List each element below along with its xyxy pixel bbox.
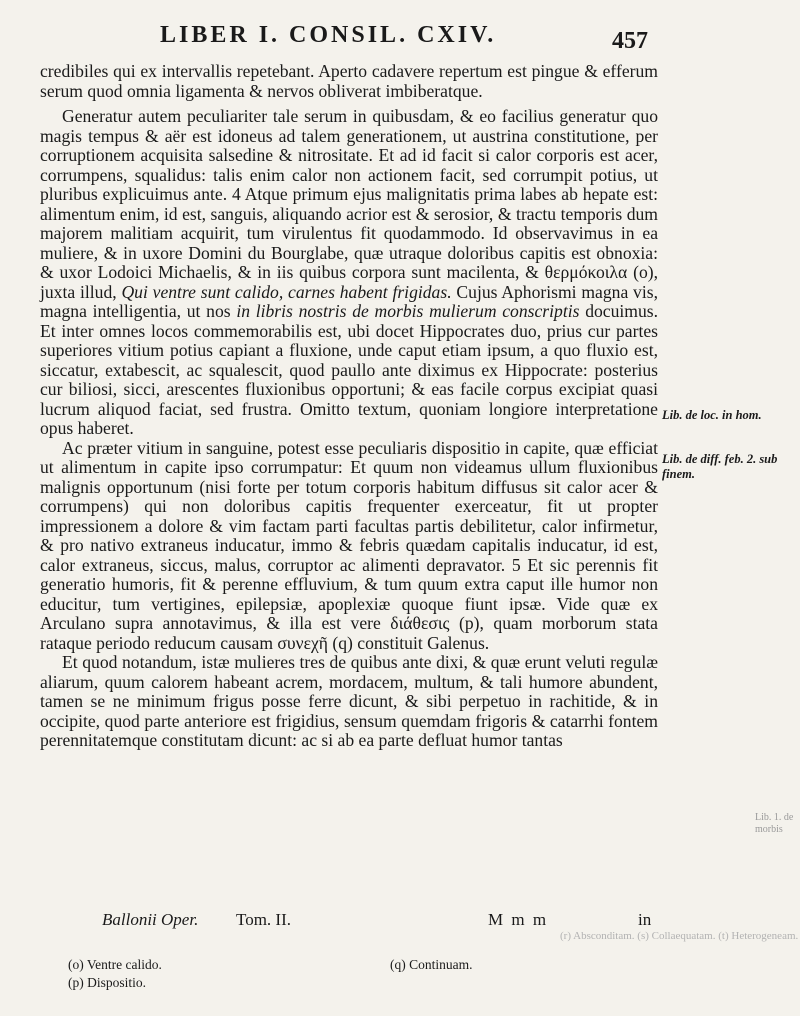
bleed-through-text: Lib. 1. de morbis [755,812,794,835]
tome-label: Tom. II. [236,910,291,929]
text-run: docuimus. Et inter omnes locos commemorabilis est, ubi docet Hippocrates duo, prius cur partes superiores vitium potius capiant a fluxione, unde caput etiam ipsum, a quo fluxio est, siccatur, extabescit, ac squalescit, quod paullo ante diximus ex Hippocrate: posterius cur biliosi, sicci, arescentes fluxionibus opportuni; & eas facile corpus excipiat quasi lucrum aliquod faciat, sed frustra. Omitto textum, quoniam longiore interpretatione opus haberet. [40,301,659,438]
margin-note: Lib. de diff. feb. 2. sub finem. [662,452,778,481]
main-text [40,62,658,751]
page-number: 457 [612,28,648,54]
bleed-through-text: (r) Absconditam. (s) Collaequatam. (t) Heterogeneam. [560,930,799,942]
margin-note: Lib. de loc. in hom. [662,408,762,422]
paragraph-continuation: credibiles qui ex intervallis repetebant. Aperto cadavere repertum est pingue & efferum serum quod omnia ligamenta & nervos obliverat imbiberatque. [40,61,658,101]
running-head: LIBER I. CONSIL. CXIV. [160,22,497,48]
aphorism-quote: Qui ventre sunt calido, carnes habent frigidas. [121,281,452,302]
paragraph: Ac præter vitium in sanguine, potest esse peculiaris dispositio in capite, quæ efficiat ut alimentum in capite ipso corrumpatur: Et quum non videamus ullum fluxionibus malignis opportunum (nisi forte per totum corporis habitum diffusus sit calor acer & corrumpens) qui non doloribus capitis frequenter exerceatur, fit ut propter impressionem a dolore & vim factam parti facultas partis debilitetur, calor infirmetur, & pro nativo extraneus inducatur, immo & febris quædam capitalis inducatur, id est, calor extraneus, siccus, malus, corruptor ac alimenti depravator. 5 Et sic perennis fit generatio humoris, fit & perenne effluvium, & tum quum extra caput ille humor non educitur, tum vertigines, epilepsiæ, apoplexiæ quoque fiunt ipsæ. Vide quæ ex Arculano supra annotavimus, & illa est vere διάθεσις (p), quam morborum stata rataque periodo reducum causam συνεχῆ (q) constituit Galenus. [40,437,658,653]
footnote: (o) Ventre calido. [68,957,162,972]
book-title: Ballonii Oper. [102,910,199,929]
text-run: Generatur autem peculiariter tale serum in quibusdam, & eo facilius generatur quo magis tempus & aër est idoneus ad talem generationem, ut austrina constitutione, per corruptionem acquisita salsedine & nitrositate. Et ad id facit si calor corporis est acer, corrumpens, squalidus: talis enim calor non actionem facit, sed corrumpit potius, ut pluribus explicuimus ante. 4 Atque primum ejus malignitatis prima labes ab hepate est: alimentum enim, id est, sanguis, aliquando acrior est & serosior, & tractu temporis dum majorem malitiam acquirit, tum virulentus fit quodammodo. Id observavimus in ea muliere, & in uxore Domini du Bourglabe, quæ utraque doloribus capitis est obnoxia: & uxor Lodoici Michaelis, & in iis quibus corpora sunt macilenta, & θερμόκοιλα (o), juxta illud, [40,106,658,302]
text-run: Cujus Aphorismi magna vis, magna intelligentia, ut nos [40,281,658,321]
paragraph [40,107,658,439]
catchline [40,910,662,930]
signature-mark: M m m [488,910,549,929]
catchword: in [638,910,652,929]
paragraph: Et quod notandum, istæ mulieres tres de quibus ante dixi, & quæ erunt veluti regulæ aliarum, quum calorem habeant acrem, mordacem, multum, & tali humore abundent, tamen se ne minimum frigus posse ferre dicunt, & sibi perpetuo in rachitide, & in occipite, quod parte anteriore est frigidius, sensum quemdam frigoris & catarrhi fontem perennitatemque constitutam dicunt: ac si ab ea parte defluat humor tantas [40,652,658,750]
footnote: (q) Continuam. [390,957,473,972]
footnote: (p) Dispositio. [68,975,147,990]
book-reference: in libris nostris de morbis mulierum conscriptis [236,301,580,321]
